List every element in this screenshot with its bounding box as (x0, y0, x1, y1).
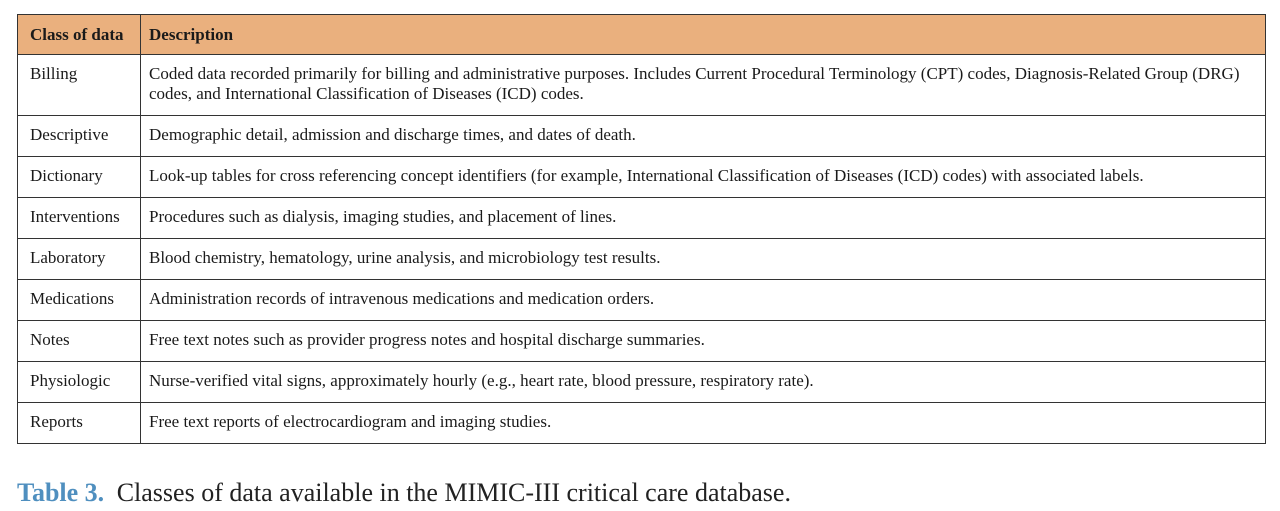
row-class-cell: Descriptive (18, 116, 141, 157)
row-class-cell: Reports (18, 403, 141, 444)
row-class-cell: Laboratory (18, 239, 141, 280)
table-row (18, 198, 1266, 239)
row-description-cell: Procedures such as dialysis, imaging studies, and placement of lines. (141, 198, 1266, 239)
header-class-of-data: Class of data (18, 15, 141, 55)
header-description: Description (141, 15, 1266, 55)
table-header-row (18, 15, 1266, 55)
row-description-cell: Administration records of intravenous medications and medication orders. (141, 280, 1266, 321)
table-row (18, 116, 1266, 157)
row-description-cell: Look-up tables for cross referencing concept identifiers (for example, International Classification of Diseases (ICD) codes) with associated labels. (141, 157, 1266, 198)
row-class-cell: Interventions (18, 198, 141, 239)
table-row (18, 55, 1266, 116)
row-description-cell: Demographic detail, admission and discharge times, and dates of death. (141, 116, 1266, 157)
table-caption-label: Table 3. (17, 478, 105, 507)
row-class-cell: Dictionary (18, 157, 141, 198)
row-class-cell: Notes (18, 321, 141, 362)
row-description-cell: Free text reports of electrocardiogram and imaging studies. (141, 403, 1266, 444)
table-caption-text: Classes of data available in the MIMIC-III critical care database. (116, 478, 791, 507)
row-class-cell: Medications (18, 280, 141, 321)
row-class-cell: Billing (18, 55, 141, 116)
row-description-cell: Coded data recorded primarily for billing and administrative purposes. Includes Current Procedural Terminology (CPT) codes, Diagnosis-Related Group (DRG) codes, and International Classification of Diseases (ICD) codes. (141, 55, 1266, 116)
table-row (18, 403, 1266, 444)
data-classes-table (17, 14, 1266, 444)
row-description-cell: Blood chemistry, hematology, urine analysis, and microbiology test results. (141, 239, 1266, 280)
row-description-cell: Nurse-verified vital signs, approximately hourly (e.g., heart rate, blood pressure, respiratory rate). (141, 362, 1266, 403)
table-row (18, 157, 1266, 198)
data-classes-table-container (17, 14, 1265, 444)
table-row (18, 239, 1266, 280)
table-row (18, 321, 1266, 362)
table-row (18, 280, 1266, 321)
row-class-cell: Physiologic (18, 362, 141, 403)
table-row (18, 362, 1266, 403)
row-description-cell: Free text notes such as provider progress notes and hospital discharge summaries. (141, 321, 1266, 362)
table-caption (17, 478, 791, 508)
